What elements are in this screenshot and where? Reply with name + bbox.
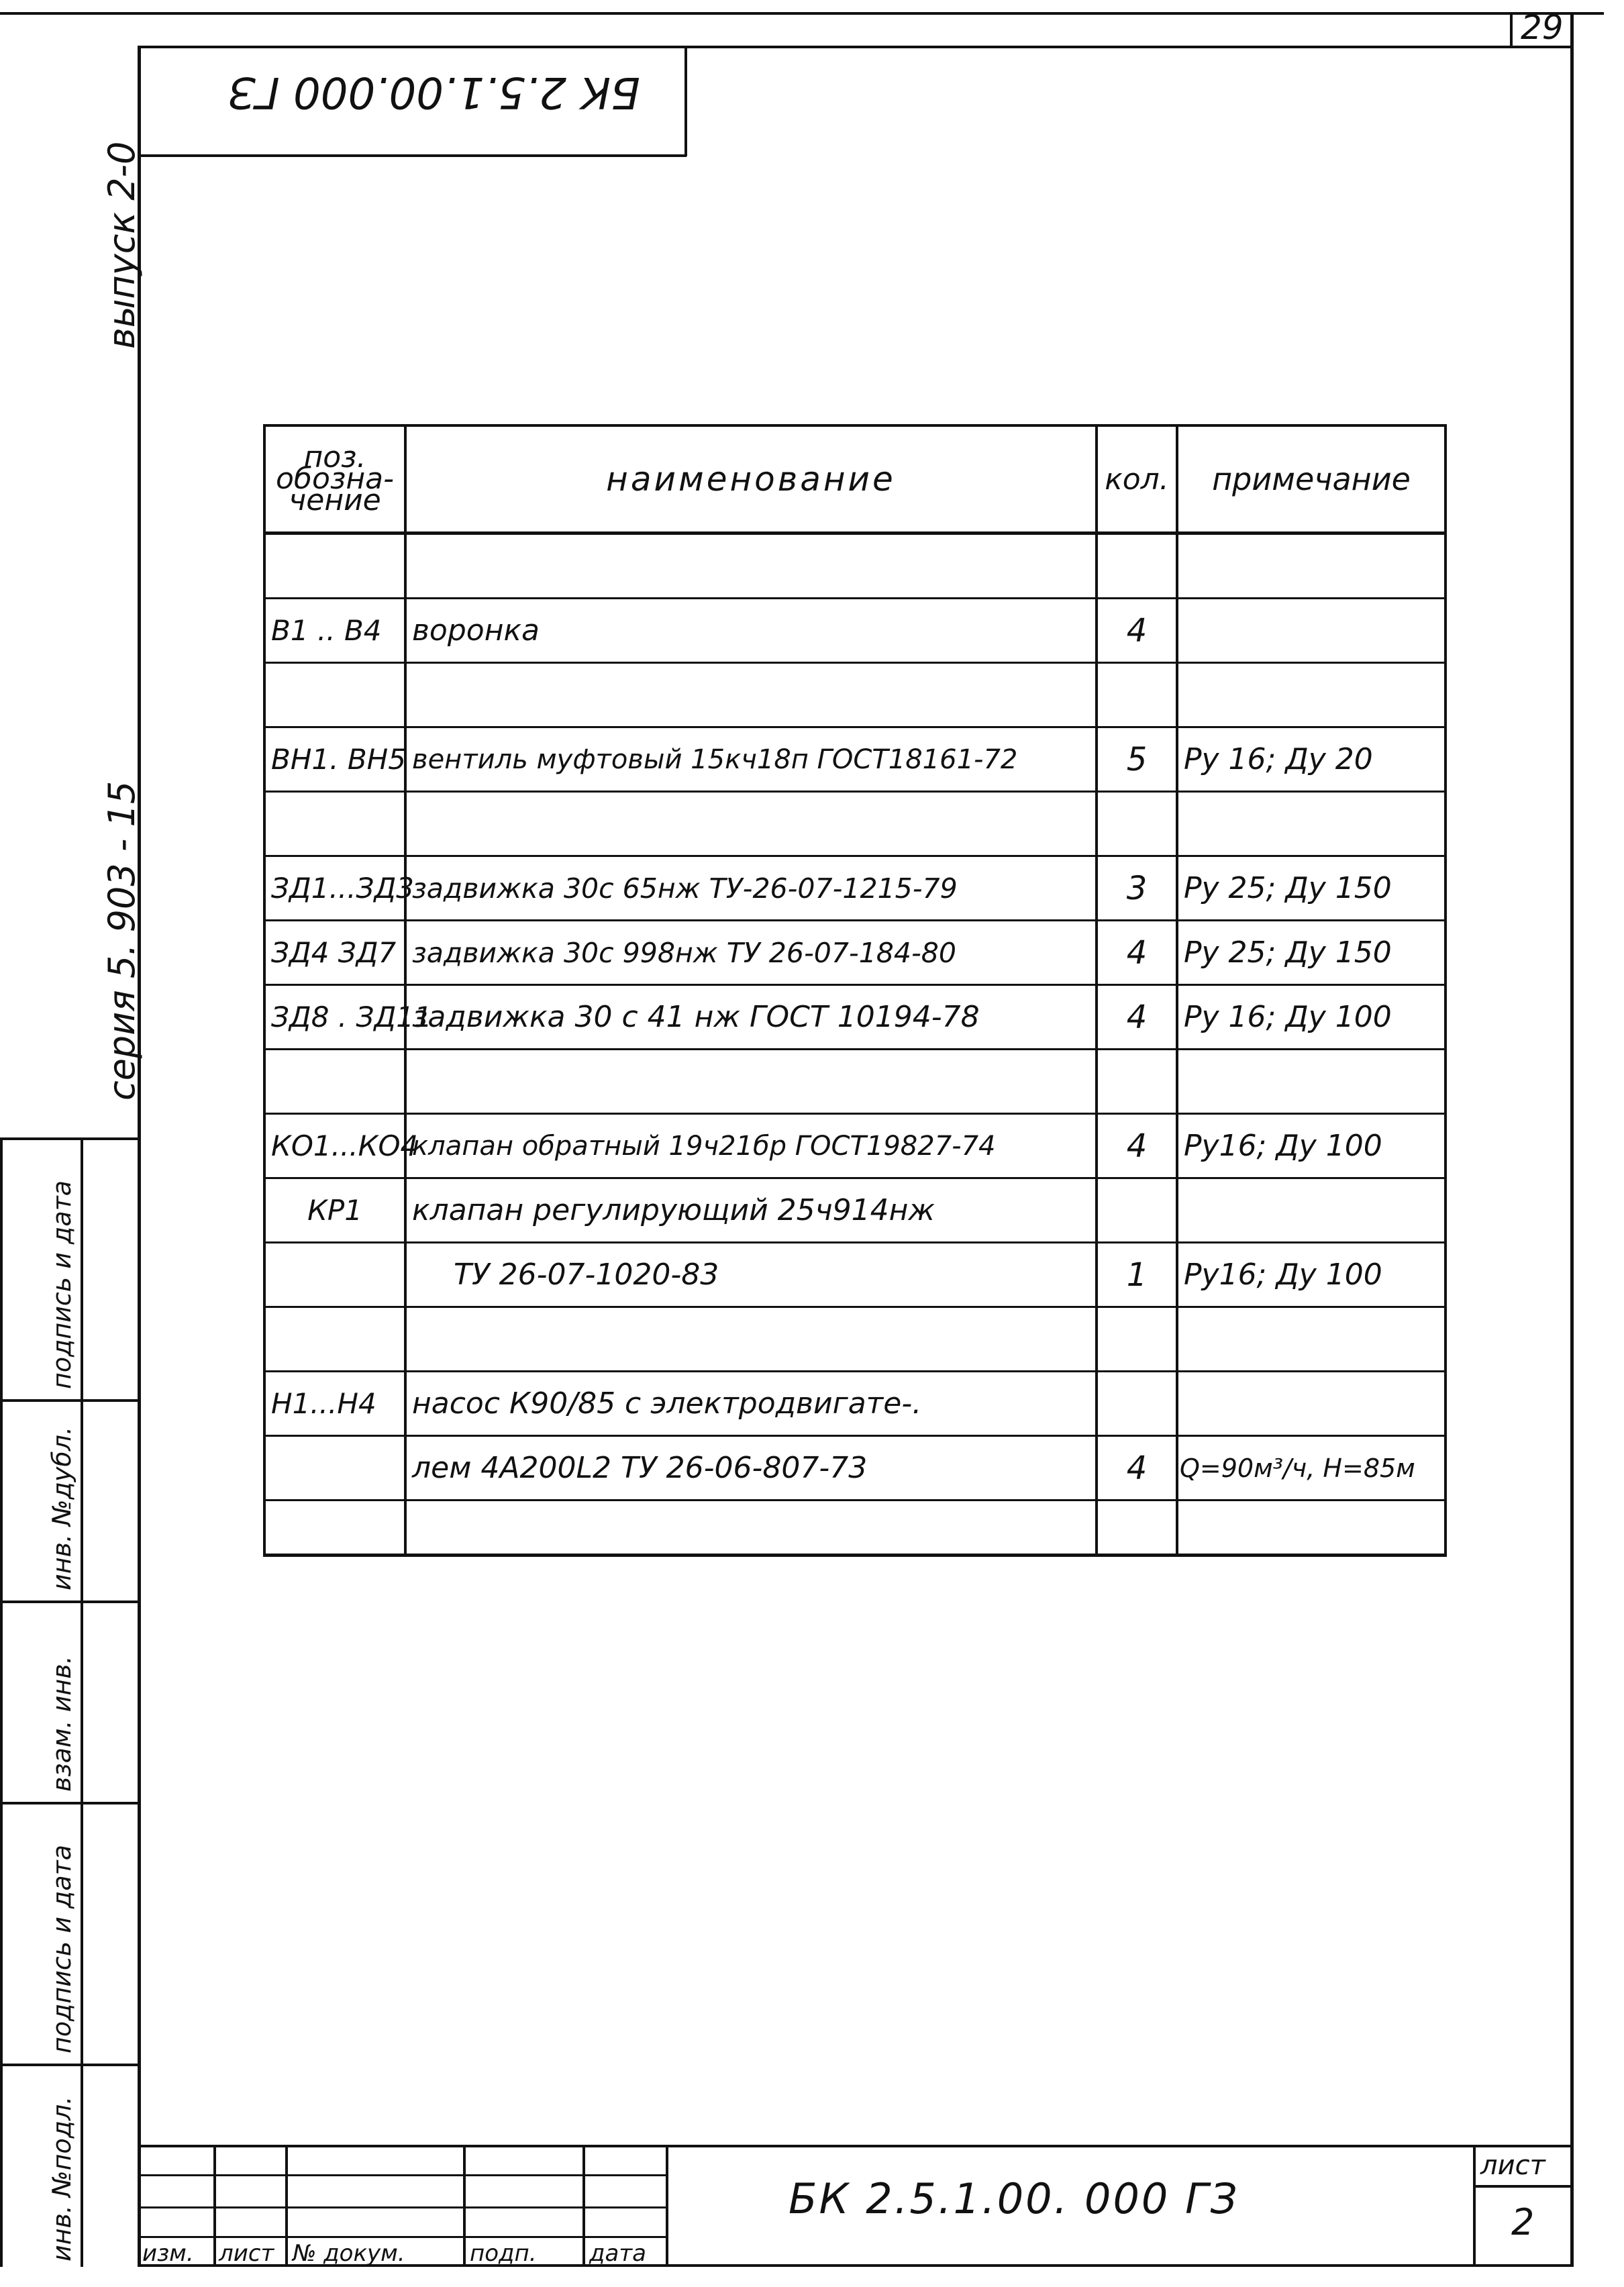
header-name: наименование xyxy=(405,425,1097,533)
stamp-label-sign-date-1: подпись и дата xyxy=(47,1844,77,2053)
sheet-number-top: 29 xyxy=(1521,8,1564,47)
upside-down-code: БК 2.5.1.00.000 ГЗ xyxy=(228,67,640,117)
header-note: примечание xyxy=(1177,425,1445,533)
table-row: ТУ 26-07-1020-83 1 Ру16; Ду 100 xyxy=(264,1243,1445,1307)
issue-caption: выпуск 2-0 xyxy=(101,141,143,349)
stamp-top xyxy=(0,1137,141,1140)
frame-left xyxy=(138,46,141,2267)
table-row: В1 .. В4 воронка 4 xyxy=(264,599,1445,663)
table-row xyxy=(264,1050,1445,1114)
sheet-value: 2 xyxy=(1511,2201,1535,2243)
stamp-h1 xyxy=(0,1399,141,1402)
frame-right xyxy=(1570,12,1574,2267)
stamp-h2 xyxy=(0,1600,141,1603)
table-row: лем 4А200L2 ТУ 26-06-807-73 4 Q=90м³/ч, Н=85м xyxy=(264,1436,1445,1501)
stamp-left xyxy=(0,1137,3,2267)
table-row: ЗД8 . ЗД11 задвижка 30 с 41 нж ГОСТ 10194-78 4 Ру 16; Ду 100 xyxy=(264,985,1445,1050)
table-row xyxy=(264,1307,1445,1372)
header-qty: кол. xyxy=(1097,425,1177,533)
stamp-h3 xyxy=(0,1802,141,1805)
table-row: КО1...КО4 клапан обратный 19ч21бр ГОСТ19827-74 4 Ру16; Ду 100 xyxy=(264,1114,1445,1178)
col-doc-number: № докум. xyxy=(293,2240,405,2267)
top-rule xyxy=(0,12,1604,15)
col-signature: подп. xyxy=(470,2240,537,2267)
stamp-label-inv-dubl: инв. №дубл. xyxy=(47,1426,77,1590)
table-row xyxy=(264,792,1445,856)
table-row: ЗД4 ЗД7 задвижка 30с 998нж ТУ 26-07-184-80 4 Ру 25; Ду 150 xyxy=(264,921,1445,985)
code-box-right xyxy=(684,46,687,156)
col-list: лист xyxy=(219,2240,274,2267)
table-row: ЗД1...ЗД3 задвижка 30с 65нж ТУ-26-07-1215-79 3 Ру 25; Ду 150 xyxy=(264,856,1445,921)
specification-table xyxy=(263,424,1447,1557)
table-row xyxy=(264,663,1445,727)
col-date: дата xyxy=(589,2240,646,2267)
table-header-row xyxy=(264,425,1445,533)
stamp-label-inv-podl: инв. №подл. xyxy=(47,2096,77,2261)
table-row: Н1...Н4 насос К90/85 с электродвигате-. xyxy=(264,1372,1445,1436)
stamp-divider xyxy=(81,1137,83,2267)
series-caption: серия 5. 903 - 15 xyxy=(101,780,143,1101)
header-pos: поз. обозна- чение xyxy=(264,425,405,533)
code-box-bottom xyxy=(138,154,687,157)
stamp-label-vzam-inv: взам. инв. xyxy=(47,1656,77,1792)
table-row xyxy=(264,1501,1445,1556)
sheet-box-left xyxy=(1510,12,1513,48)
drawing-designation: БК 2.5.1.00. 000 ГЗ xyxy=(789,2174,1239,2223)
table-row: КР1 клапан регулирующий 25ч914нж xyxy=(264,1178,1445,1243)
table-row xyxy=(264,533,1445,599)
table-row: ВН1. ВН5 вентиль муфтовый 15кч18п ГОСТ18161-72 5 Ру 16; Ду 20 xyxy=(264,727,1445,792)
stamp-h4 xyxy=(0,2064,141,2066)
frame-top xyxy=(138,46,1574,48)
col-izm: изм. xyxy=(142,2240,194,2267)
stamp-label-sign-date-2: подпись и дата xyxy=(47,1180,77,1389)
sheet-label: лист xyxy=(1480,2150,1545,2181)
